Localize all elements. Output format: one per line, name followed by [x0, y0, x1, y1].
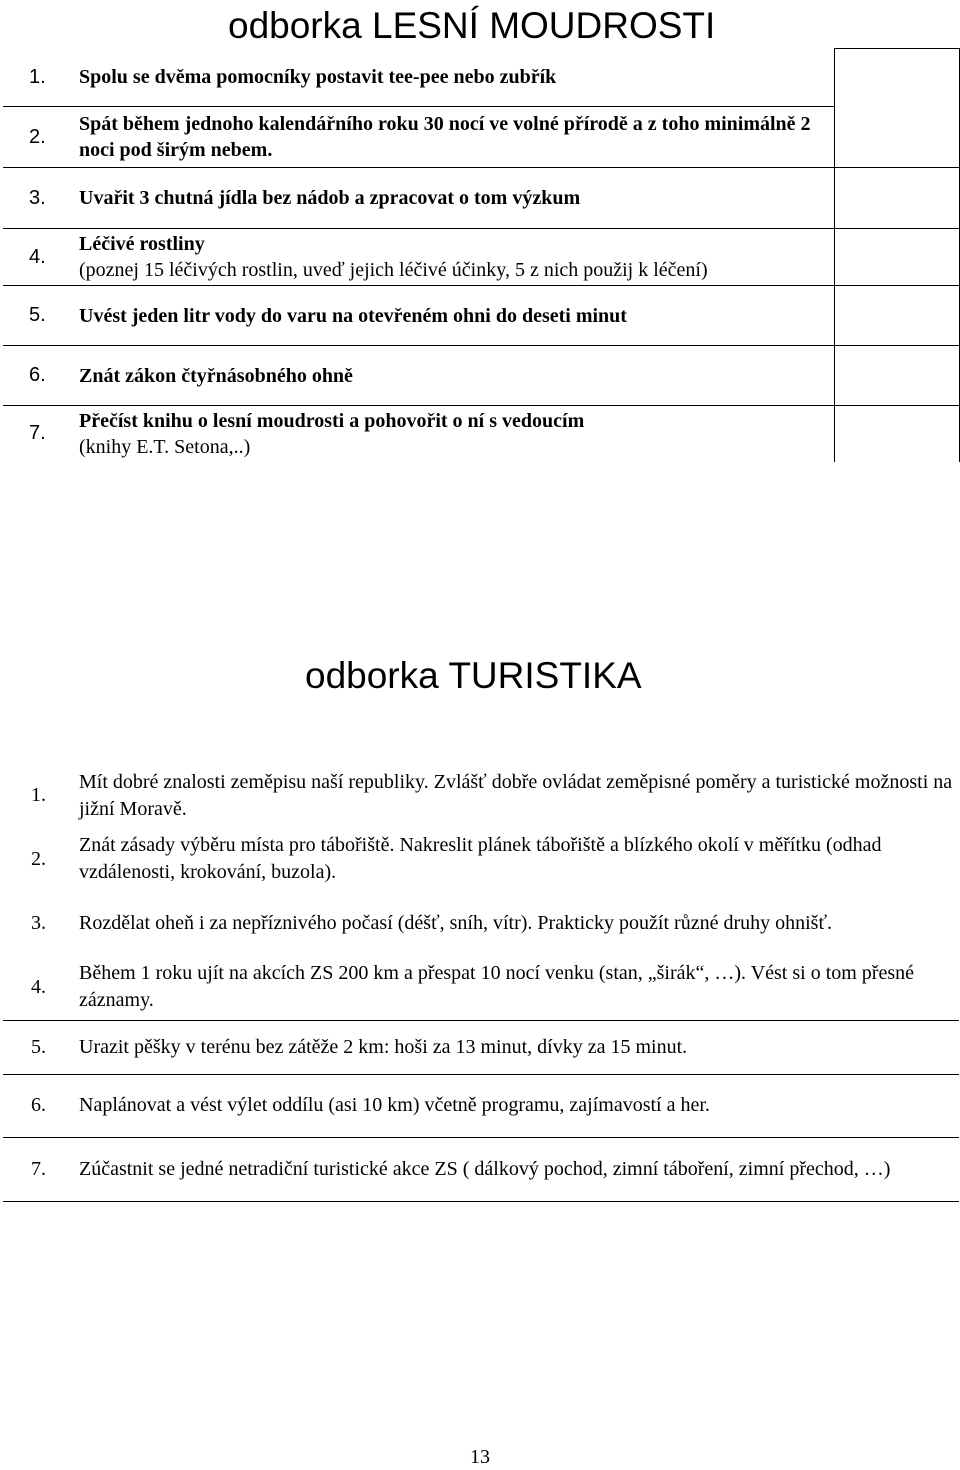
item-number: 6.	[3, 346, 77, 406]
item-text	[77, 229, 835, 286]
item-text: Naplánovat a vést výlet oddílu (asi 10 km) včetně programu, zajímavostí a her.	[77, 1074, 959, 1137]
table-row	[3, 107, 960, 168]
item-subtext: (knihy E.T. Setona,..)	[79, 435, 251, 458]
item-text: Spát během jednoho kalendářního roku 30 nocí ve volné přírodě a z toho minimálně 2 noci pod širým nebem.	[77, 107, 835, 168]
item-heading: Přečíst knihu o lesní moudrosti a pohovořit o ní s vedoucím	[79, 409, 585, 432]
item-number: 2.	[31, 847, 46, 870]
table-row	[3, 346, 960, 406]
table-row	[3, 1020, 959, 1074]
item-text: Mít dobré znalosti zeměpisu naší republiky. Zvlášť dobře ovládat zeměpisné poměry a turistické možnosti na jižní Moravě.	[79, 770, 953, 820]
item-text: Znát zákon čtyřnásobného ohně	[77, 346, 835, 406]
item-subtext: (poznej 15 léčivých rostlin, uveď jejich léčivé účinky, 5 z nich použij k léčení)	[79, 259, 708, 281]
item-text: Uvařit 3 chutná jídla bez nádob a zpracovat o tom výzkum	[77, 168, 835, 229]
table-row	[3, 286, 960, 346]
table-row	[3, 764, 959, 827]
item-text: Během 1 roku ujít na akcích ZS 200 km a přespat 10 nocí venku (stan, „širák“, …). Vést si o tom přesné záznamy.	[77, 955, 959, 1020]
table-row	[3, 827, 959, 891]
checkbox-cell[interactable]	[835, 229, 960, 286]
table-lesni-moudrost	[3, 48, 960, 462]
checkbox-cell[interactable]	[835, 286, 960, 346]
item-text: Urazit pěšky v terénu bez zátěže 2 km: hoši za 13 minut, dívky za 15 minut.	[77, 1020, 959, 1074]
table-row	[3, 1074, 959, 1137]
item-number: 6.	[3, 1074, 77, 1137]
section-title-turistika: odborka TURISTIKA	[305, 655, 642, 696]
item-number: 3.	[31, 911, 46, 934]
table-row	[3, 406, 960, 462]
table-row	[3, 1137, 959, 1201]
checkbox-cell[interactable]	[835, 406, 960, 462]
checkbox-cell[interactable]	[835, 346, 960, 406]
item-text	[77, 406, 835, 462]
item-number: 4.	[3, 955, 77, 1020]
table-row	[3, 168, 960, 229]
checkbox-cell[interactable]	[835, 168, 960, 229]
item-number: 7.	[29, 422, 46, 445]
item-number: 7.	[3, 1137, 77, 1201]
section-title-lesni-moudrost: odborka LESNÍ MOUDROSTI	[228, 5, 716, 46]
table-row	[3, 229, 960, 286]
item-number: 4.	[3, 229, 77, 286]
table-turistika	[3, 764, 959, 1202]
item-text: Spolu se dvěma pomocníky postavit tee-pee nebo zubřík	[77, 49, 835, 107]
item-number: 1.	[31, 784, 46, 806]
table-row	[3, 891, 959, 955]
item-number: 5.	[3, 1020, 77, 1074]
page-number: 13	[470, 1446, 490, 1468]
item-number: 1.	[3, 49, 77, 107]
checkbox-cell[interactable]	[835, 49, 960, 168]
item-text: Uvést jeden litr vody do varu na otevřeném ohni do deseti minut	[77, 286, 835, 346]
item-text: Rozdělat oheň i za nepříznivého počasí (déšť, sníh, vítr). Prakticky použít různé druhy ohnišť.	[79, 911, 833, 934]
item-number: 2.	[3, 107, 77, 168]
item-text: Znát zásady výběru místa pro tábořiště. Nakreslit plánek tábořiště a blízkého okolí v měřítku (odhad vzdálenosti, krokování, buzola).	[79, 834, 882, 883]
item-text: Zúčastnit se jedné netradiční turistické akce ZS ( dálkový pochod, zimní táboření, zimní přechod, …)	[77, 1137, 959, 1201]
table-row	[3, 49, 960, 107]
table-row	[3, 955, 959, 1020]
item-heading: Léčivé rostliny	[79, 233, 205, 255]
item-number: 5.	[3, 286, 77, 346]
item-number: 3.	[3, 168, 77, 229]
